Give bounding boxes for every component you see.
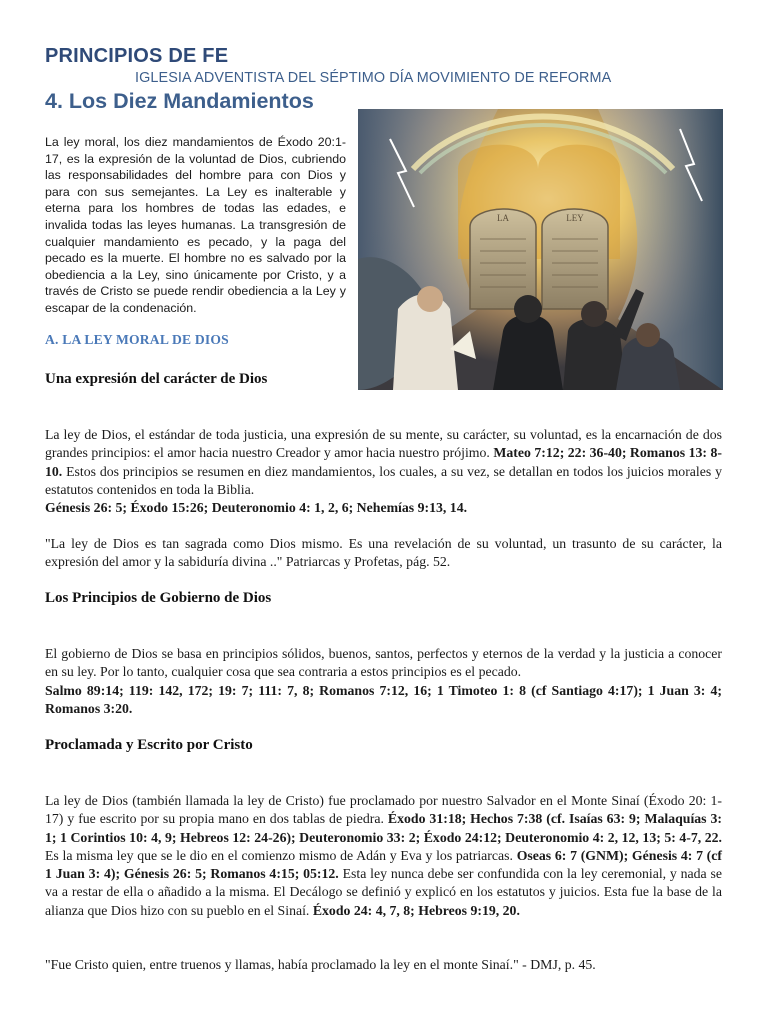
chapter-title: 4. Los Diez Mandamientos <box>45 89 314 113</box>
illustration-svg <box>358 109 723 390</box>
bible-references: Éxodo 31:18; Hechos 7:38 (cf. Isaías 63: 9; Malaquías 3: 1; 1 Corintios 10: 4, 9; Hebreos 12: 24-26); Deuteronomio 33: 2; Éxodo 24:12; Deuteronomio 4: 2, 12, 13; 5: 4-7, 22. <box>45 811 722 845</box>
bible-references: Éxodo 24: 4, 7, 8; Hebreos 9:19, 20. <box>312 902 520 918</box>
section-heading: Una expresión del carácter de Dios <box>45 371 268 387</box>
section-heading: Los Principios de Gobierno de Dios <box>45 590 272 606</box>
tablet-left-label: LA <box>497 213 509 223</box>
bible-references: Salmo 89:14; 119: 142, 172; 19: 7; 111: 7, 8; Romanos 7:12, 16; 1 Timoteo 1: 8 (cf Santiago 4:17); 1 Juan 3: 4; Romanos 3:20. <box>45 682 722 716</box>
document-title: PRINCIPIOS DE FE <box>45 45 229 67</box>
body-paragraph: La ley de Dios (también llamada la ley de Cristo) fue proclamado por nuestro Salvador en el Monte Sinaí (Éxodo 20: 1-17) y fue escrito por su propia mano en dos tablas de piedra. Éxodo 31:18; Hechos 7:38 (cf. Isaías 63: 9; Malaquías 3: 1; 1 Corintios 10: 4, 9; Hebreos 12: 24-26); Deuteronomio 33: 2; Éxodo 24:12; Deuteronomio 4: 2, 12, 13; 5: 4-7, 22. Es la misma ley que se le dio en el comienzo mismo de Adán y Eva y los patriarcas. Oseas 6: 7 (GNM); Génesis 4: 7 (cf 1 Juan 3: 4); Génesis 26: 5; Romanos 4:15; 05:12. Esta ley nunca debe ser confundida con la ley ceremonial, y nada se va a restar de ella o añadido a la misma. El Decálogo se definió y explicó en los estatutos y juicios. Esta fue la base de la alianza que Dios hizo con su pueblo en el Sinaí. Éxodo 24: 4, 7, 8; Hebreos 9:19, 20. <box>45 793 722 918</box>
stone-tablet-left <box>470 209 536 309</box>
tablet-right-label: LEY <box>566 213 584 223</box>
stone-tablet-right <box>542 209 608 309</box>
body-paragraph: La ley de Dios, el estándar de toda justicia, una expresión de su mente, su carácter, su voluntad, es la encarnación de dos grandes principios: el amor hacia nuestro Creador y amor hacia nuestro prójimo. Mateo 7:12; 22: 36-40; Romanos 13: 8-10. Estos dos principios se resumen en diez mandamientos, los cuales, a su vez, se detallan en todos los juicios morales y estatutos contenidos en toda la Biblia. Génesis 26: 5; Éxodo 15:26; Deuteronomio 4: 1, 2, 6; Nehemías 9:13, 14. <box>45 427 722 516</box>
bible-references: Génesis 26: 5; Éxodo 15:26; Deuteronomio 4: 1, 2, 6; Nehemías 9:13, 14. <box>45 500 468 516</box>
bible-references: Mateo 7:12; 22: 36-40; Romanos 13: 8-10. <box>45 445 722 479</box>
document-subtitle: IGLESIA ADVENTISTA DEL SÉPTIMO DÍA MOVIMIENTO DE REFORMA <box>135 70 612 86</box>
bible-references: Oseas 6: 7 (GNM); Génesis 4: 7 (cf 1 Juan 3: 4); Génesis 26: 5; Romanos 4:15; 05:12. <box>45 847 722 882</box>
intro-paragraph: La ley moral, los diez mandamientos de Éxodo 20:1-17, es la expresión de la voluntad de Dios, cubriendo las responsabilidades del hombre para con Dios y para con sus semejantes. La Ley es inalterable y eterna para los hombres de todas las edades, e invalida todas las leyes humanas. La transgresión de cualquier mandamiento es pecado, y la paga del pecado es la muerte. El hombre no es salvado por la obediencia a la Ley, sino únicamente por Cristo, y a través de Cristo se puede rendir obediencia a la Ley y escapar de la condenación. <box>45 135 346 315</box>
section-heading: Proclamada y Escrito por Cristo <box>45 737 253 753</box>
commandments-illustration <box>358 109 723 390</box>
quote-paragraph: "Fue Cristo quien, entre truenos y llamas, había proclamado la ley en el monte Sinaí." - DMJ, p. 45. <box>45 957 596 972</box>
body-paragraph: El gobierno de Dios se basa en principios sólidos, buenos, santos, perfectos y eternos de la verdad y la justicia a conocer en su ley. Por lo tanto, cualquier cosa que sea contraria a estos principios es el pecado. Salmo 89:14; 119: 142, 172; 19: 7; 111: 7, 8; Romanos 7:12, 16; 1 Timoteo 1: 8 (cf Santiago 4:17); 1 Juan 3: 4; Romanos 3:20. <box>45 646 722 716</box>
section-label: A. LA LEY MORAL DE DIOS <box>45 332 229 347</box>
quote-paragraph: "La ley de Dios es tan sagrada como Dios mismo. Es una revelación de su voluntad, un trasunto de su carácter, la expresión del amor y la sabiduría divina .." Patriarcas y Profetas, pág. 52. <box>45 536 722 570</box>
